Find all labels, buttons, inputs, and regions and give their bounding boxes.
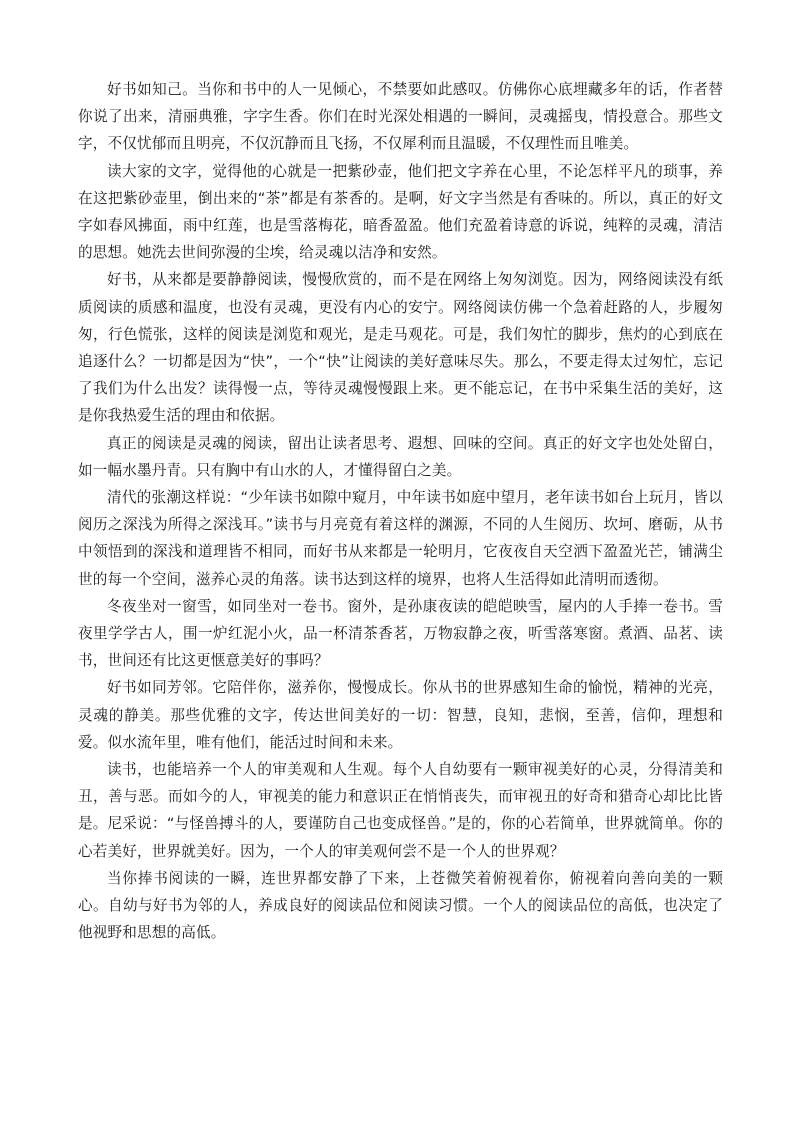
article-body xyxy=(78,76,723,947)
paragraph: 清代的张潮这样说：“少年读书如隙中窥月，中年读书如庭中望月，老年读书如台上玩月，皆以阅历之深浅为所得之深浅耳。”读书与月亮竟有着这样的渊源，不同的人生阅历、坎坷、磨砺，从书中领悟到的深浅和道理皆不相同，而好书从来都是一轮明月，它夜夜自天空洒下盈盈光芒，铺满尘世的每一个空间，滋养心灵的角落。读书达到这样的境界，也将人生活得如此清明而透彻。 xyxy=(78,489,723,588)
paragraph: 好书，从来都是要静静阅读，慢慢欣赏的，而不是在网络上匆匆浏览。因为，网络阅读没有纸质阅读的质感和温度，也没有灵魂，更没有内心的安宁。网络阅读仿佛一个急着赶路的人，步履匆匆，行色慌张，这样的阅读是浏览和观光，是走马观花。可是，我们匆忙的脚步，焦灼的心到底在追逐什么？一切都是因为“快”，一个“快”让阅读的美好意味尽失。那么，不要走得太过匆忙，忘记了我们为什么出发？读得慢一点，等待灵魂慢慢跟上来。更不能忘记，在书中采集生活的美好，这是你我热爱生活的理由和依据。 xyxy=(78,271,723,425)
paragraph: 真正的阅读是灵魂的阅读，留出让读者思考、遐想、回味的空间。真正的好文字也处处留白，如一幅水墨丹青。只有胸中有山水的人，才懂得留白之美。 xyxy=(78,434,723,479)
paragraph: 读大家的文字，觉得他的心就是一把紫砂壶，他们把文字养在心里，不论怎样平凡的琐事，养在这把紫砂壶里，倒出来的“茶”都是有茶香的。是啊，好文字当然是有香味的。所以，真正的好文字如春风拂面，雨中红莲，也是雪落梅花，暗香盈盈。他们充盈着诗意的诉说，纯粹的灵魂，清洁的思想。她洗去世间弥漫的尘埃，给灵魂以洁净和安然。 xyxy=(78,162,723,262)
paragraph: 冬夜坐对一窗雪，如同坐对一卷书。窗外，是孙康夜读的皑皑映雪，屋内的人手捧一卷书。雪夜里学学古人，围一炉红泥小火，品一杯清茶香茗，万物寂静之夜，听雪落寒窗。煮酒、品茗、读书，世间还有比这更惬意美好的事吗？ xyxy=(78,597,723,670)
paragraph: 好书如知己。当你和书中的人一见倾心，不禁要如此感叹。仿佛你心底埋藏多年的话，作者替你说了出来，清丽典雅，字字生香。你们在时光深处相遇的一瞬间，灵魂摇曳，情投意合。那些文字，不仅忧郁而且明亮，不仅沉静而且飞扬，不仅犀利而且温暖，不仅理性而且唯美。 xyxy=(78,81,723,153)
paragraph: 当你捧书阅读的一瞬，连世界都安静了下来，上苍微笑着俯视着你，俯视着向善向美的一颗心。自幼与好书为邻的人，养成良好的阅读品位和阅读习惯。一个人的阅读品位的高低，也决定了他视野和思想的高低。 xyxy=(78,869,723,942)
paragraph: 好书如同芳邻。它陪伴你，滋养你，慢慢成长。你从书的世界感知生命的愉悦，精神的光亮，灵魂的静美。那些优雅的文字，传达世间美好的一切：智慧，良知，悲悯，至善，信仰，理想和爱。似水流年里，唯有他们，能活过时间和未来。 xyxy=(78,679,723,751)
paragraph: 读书，也能培养一个人的审美观和人生观。每个人自幼要有一颗审视美好的心灵，分得清美和丑，善与恶。而如今的人，审视美的能力和意识正在悄悄丧失，而审视丑的好奇和猎奇心却比比皆是。尼采说：“与怪兽搏斗的人，要谨防自己也变成怪兽。”是的，你的心若简单，世界就简单。你的心若美好，世界就美好。因为，一个人的审美观何尝不是一个人的世界观？ xyxy=(78,761,723,860)
